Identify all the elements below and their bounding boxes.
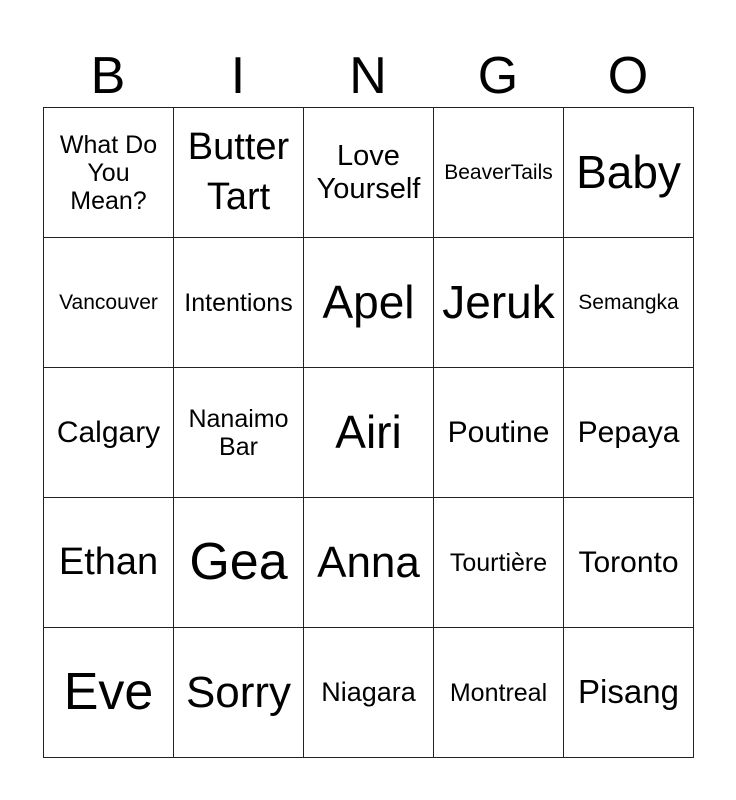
bingo-cell[interactable] bbox=[434, 368, 564, 498]
bingo-cell[interactable] bbox=[304, 238, 434, 368]
bingo-cell[interactable] bbox=[44, 108, 174, 238]
bingo-cell-label: BeaverTails bbox=[444, 160, 553, 184]
bingo-cell[interactable] bbox=[564, 238, 694, 368]
header-letter-n: N bbox=[349, 47, 387, 105]
bingo-cell-label: Calgary bbox=[56, 415, 161, 449]
bingo-cell[interactable] bbox=[174, 628, 304, 758]
bingo-cell-label: Semangka bbox=[578, 290, 679, 314]
bingo-cell-label: Ethan bbox=[58, 541, 159, 584]
bingo-cell[interactable] bbox=[434, 628, 564, 758]
bingo-cell[interactable] bbox=[434, 238, 564, 368]
bingo-cell-label: Gea bbox=[189, 533, 288, 592]
bingo-cell-label: Sorry bbox=[185, 667, 292, 717]
bingo-cell[interactable] bbox=[174, 498, 304, 628]
header-letter-o: O bbox=[607, 47, 649, 105]
bingo-cell[interactable] bbox=[174, 238, 304, 368]
header-letter-b: B bbox=[90, 47, 126, 105]
bingo-cell[interactable] bbox=[44, 238, 174, 368]
bingo-cell-label: Pisang bbox=[578, 673, 679, 711]
bingo-header bbox=[43, 44, 693, 108]
bingo-cell[interactable] bbox=[44, 498, 174, 628]
bingo-cell-label: Intentions bbox=[184, 288, 293, 317]
bingo-cell[interactable] bbox=[564, 628, 694, 758]
bingo-cell-label: Airi bbox=[335, 405, 402, 458]
bingo-cell[interactable] bbox=[434, 108, 564, 238]
bingo-cell-label: What Do You Mean? bbox=[59, 130, 158, 215]
header-letter-g: G bbox=[477, 47, 519, 105]
bingo-cell-label: Toronto bbox=[578, 545, 679, 579]
bingo-cell-label: Eve bbox=[63, 663, 154, 722]
bingo-cell-label: Butter Tart bbox=[187, 126, 290, 218]
bingo-cell-label: Niagara bbox=[321, 677, 416, 708]
bingo-cell[interactable] bbox=[44, 368, 174, 498]
header-letter-i: I bbox=[230, 47, 246, 105]
bingo-cell[interactable] bbox=[44, 628, 174, 758]
bingo-cell-label: Apel bbox=[322, 275, 415, 328]
bingo-card-grid bbox=[43, 107, 694, 758]
bingo-cell-label: Love Yourself bbox=[316, 140, 421, 205]
bingo-cell[interactable] bbox=[564, 108, 694, 238]
bingo-cell[interactable] bbox=[304, 628, 434, 758]
bingo-cell-label: Pepaya bbox=[577, 415, 680, 449]
bingo-cell-label: Baby bbox=[576, 145, 681, 198]
bingo-cell-label: Tourtière bbox=[449, 548, 548, 577]
bingo-cell-label: Nanaimo Bar bbox=[188, 404, 289, 461]
bingo-cell-label: Anna bbox=[317, 537, 420, 587]
bingo-cell[interactable] bbox=[564, 368, 694, 498]
bingo-cell[interactable] bbox=[174, 368, 304, 498]
bingo-cell[interactable] bbox=[304, 108, 434, 238]
bingo-cell[interactable] bbox=[304, 368, 434, 498]
bingo-cell-label: Montreal bbox=[449, 678, 548, 707]
bingo-cell[interactable] bbox=[174, 108, 304, 238]
bingo-cell-label: Jeruk bbox=[442, 275, 555, 328]
bingo-cell[interactable] bbox=[434, 498, 564, 628]
bingo-cell-label: Poutine bbox=[447, 415, 550, 449]
bingo-cell[interactable] bbox=[304, 498, 434, 628]
bingo-cell-label: Vancouver bbox=[59, 290, 158, 314]
bingo-cell[interactable] bbox=[564, 498, 694, 628]
